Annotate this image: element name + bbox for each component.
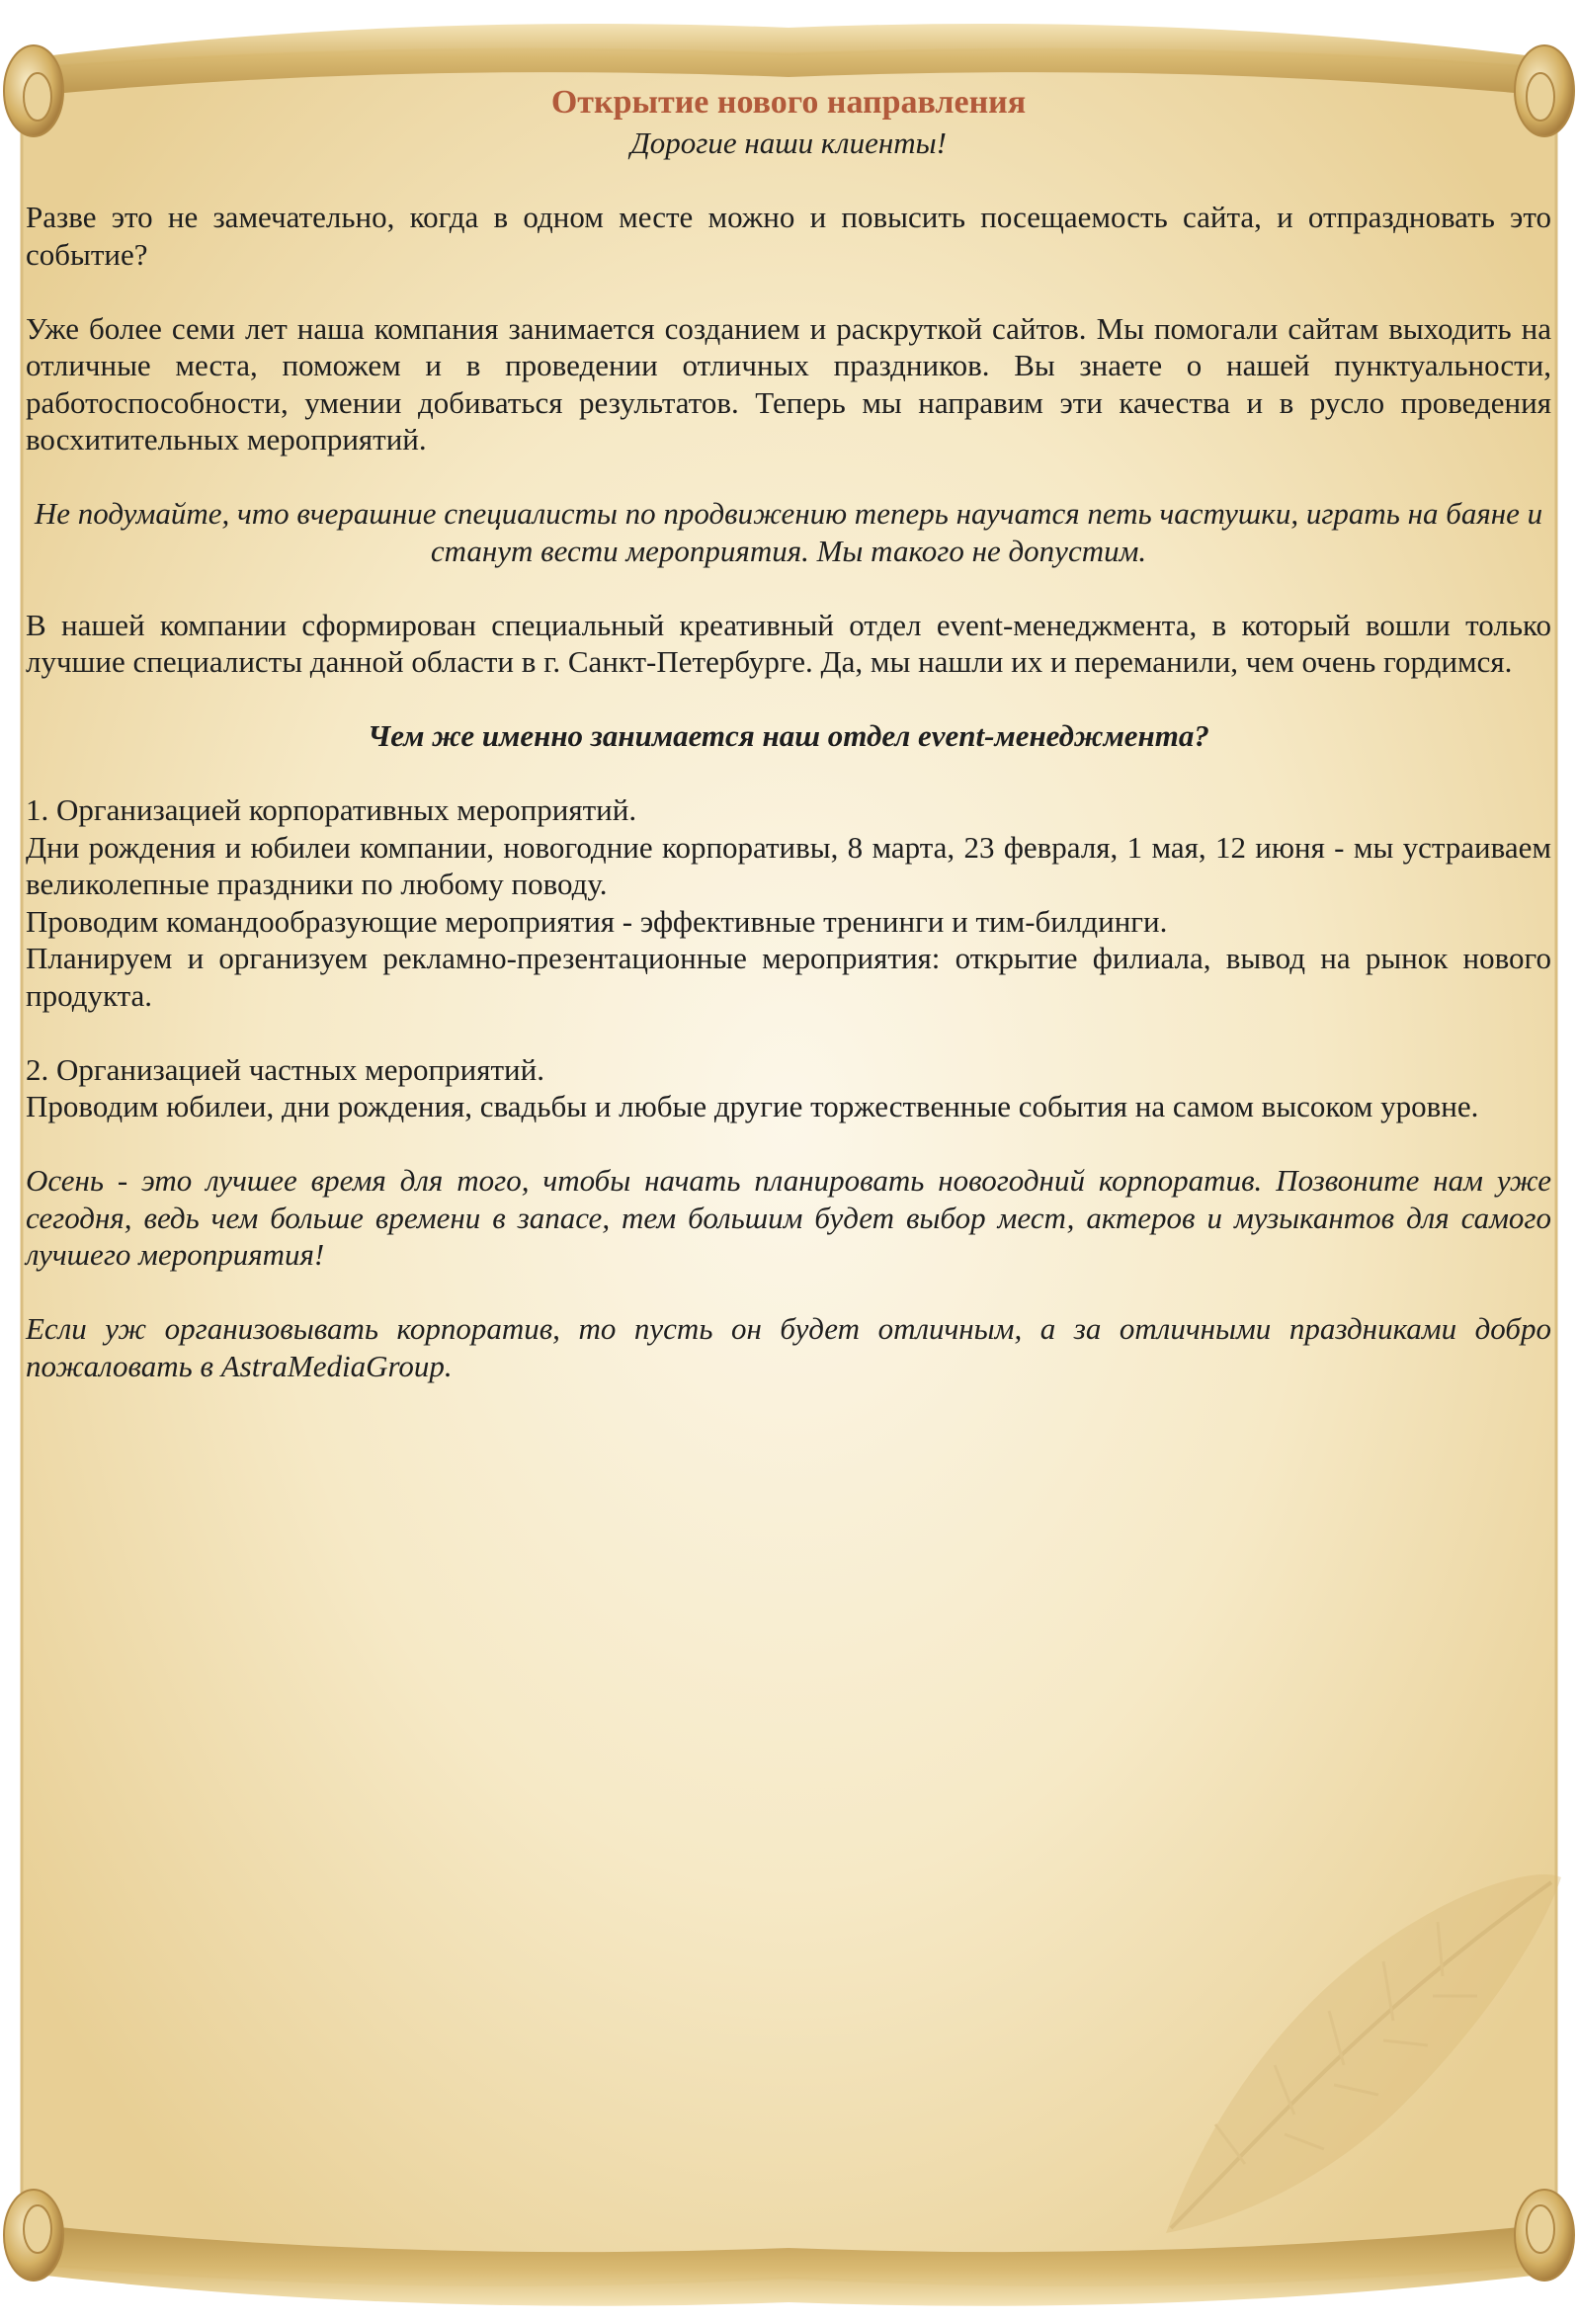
section2-line: Проводим юбилеи, дни рождения, свадьбы и любые другие торжественные события на самом высоком уровне. bbox=[26, 1089, 1479, 1123]
section1-line: Проводим командообразующие мероприятия - эффективные тренинги и тим-билдинги. bbox=[26, 903, 1168, 939]
section1-line: Дни рождения и юбилеи компании, новогодние корпоративы, 8 марта, 23 февраля, 1 мая, 12 июня - мы устраиваем великолепные праздники по любому поводу. bbox=[26, 829, 1551, 901]
section1-heading: 1. Организацией корпоративных мероприятий. bbox=[26, 792, 637, 827]
quote-paragraph: Не подумайте, что вчерашние специалисты по продвижению теперь научатся петь частушки, играть на баяне и станут вести мероприятия. Мы такого не допустим. bbox=[34, 496, 1543, 568]
autumn-note-paragraph: Осень - это лучшее время для того, чтобы начать планировать новогодний корпоратив. Позвоните нам уже сегодня, ведь чем больше времени в запасе, тем большим будет выбор мест, актеров и музыкантов для самого лучшего мероприятия! bbox=[26, 1163, 1551, 1272]
department-paragraph: В нашей компании сформирован специальный креативный отдел event-менеджмента, в который вошли только лучшие специалисты данной области в г. Санкт-Петербурге. Да, мы нашли их и переманили, чем очень гордимся. bbox=[26, 607, 1551, 679]
letter-content bbox=[26, 81, 1551, 1384]
intro-paragraph: Разве это не замечательно, когда в одном месте можно и повысить посещаемость сайта, и отпраздновать это событие? bbox=[26, 200, 1551, 272]
page-title: Открытие нового направления bbox=[550, 84, 1027, 121]
question-heading: Чем же именно занимается наш отдел event-менеджмента? bbox=[368, 718, 1209, 753]
section1-line: Планируем и организуем рекламно-презентационные мероприятия: открытие филиала, вывод на рынок нового продукта. bbox=[26, 941, 1551, 1013]
experience-paragraph: Уже более семи лет наша компания занимается созданием и раскруткой сайтов. Мы помогали сайтам выходить на отличные места, поможем и в проведении отличных праздников. Вы знаете о нашей пунктуальности, работоспособности, умении добиваться результатов. Теперь мы направим эти качества и в русло проведения восхитительных мероприятий. bbox=[26, 310, 1551, 456]
greeting: Дорогие наши клиенты! bbox=[630, 125, 947, 160]
closing-paragraph: Если уж организовывать корпоратив, то пусть он будет отличным, а за отличными праздниками добро пожаловать в AstraMediaGroup. bbox=[26, 1311, 1551, 1383]
section2-heading: 2. Организацией частных мероприятий. bbox=[26, 1051, 544, 1087]
